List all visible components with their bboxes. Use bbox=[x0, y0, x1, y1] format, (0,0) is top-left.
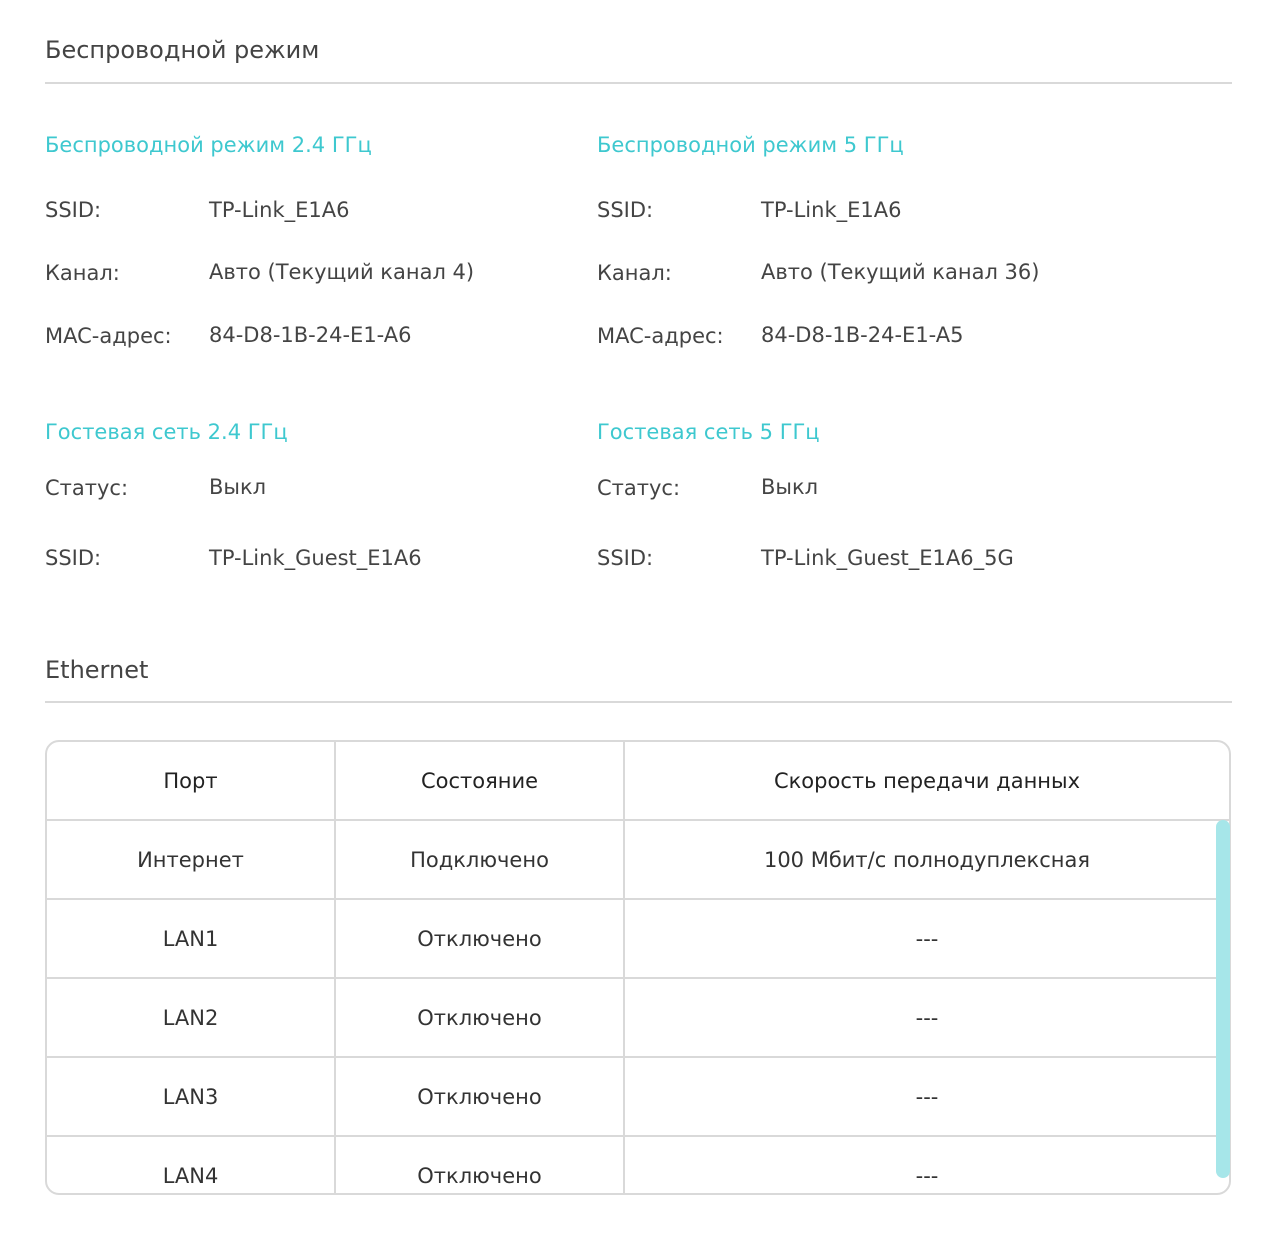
band24-title: Беспроводной режим 2.4 ГГц bbox=[45, 133, 372, 157]
band24-channel-value: Авто (Текущий канал 4) bbox=[209, 260, 475, 284]
row-speed: --- bbox=[624, 978, 1229, 1057]
guest5-ssid-label: SSID: bbox=[597, 546, 654, 570]
guest5-status-label: Статус: bbox=[597, 476, 681, 500]
guest24-title: Гостевая сеть 2.4 ГГц bbox=[45, 420, 288, 444]
band5-mac-value: 84-D8-1B-24-E1-A5 bbox=[761, 323, 964, 347]
row-port: LAN2 bbox=[47, 978, 335, 1057]
table-row bbox=[47, 1057, 1229, 1136]
wireless-section-title: Беспроводной режим bbox=[45, 36, 320, 64]
row-speed: --- bbox=[624, 899, 1229, 978]
row-port: LAN1 bbox=[47, 899, 335, 978]
band5-channel-label: Канал: bbox=[597, 261, 672, 285]
row-state: Отключено bbox=[335, 978, 624, 1057]
row-speed: 100 Мбит/с полнодуплексная bbox=[624, 820, 1229, 899]
table-row bbox=[47, 899, 1229, 978]
band24-mac-value: 84-D8-1B-24-E1-A6 bbox=[209, 323, 412, 347]
table-row bbox=[47, 820, 1229, 899]
table-scrollbar[interactable] bbox=[1216, 820, 1230, 1178]
band24-ssid-value: TP-Link_E1A6 bbox=[209, 198, 350, 222]
guest24-status-label: Статус: bbox=[45, 476, 129, 500]
guest5-ssid-value: TP-Link_Guest_E1A6_5G bbox=[761, 546, 1014, 570]
ethernet-divider bbox=[45, 701, 1232, 703]
band5-mac-label: MAC-адрес: bbox=[597, 324, 724, 348]
ethernet-table-header bbox=[47, 742, 1229, 820]
band5-ssid-value: TP-Link_E1A6 bbox=[761, 198, 902, 222]
band24-ssid-label: SSID: bbox=[45, 198, 102, 222]
header-state: Состояние bbox=[335, 742, 624, 820]
ethernet-table bbox=[47, 742, 1229, 1195]
row-port: LAN3 bbox=[47, 1057, 335, 1136]
guest24-status-value: Выкл bbox=[209, 475, 267, 499]
guest24-ssid-label: SSID: bbox=[45, 546, 102, 570]
row-speed: --- bbox=[624, 1057, 1229, 1136]
row-state: Подключено bbox=[335, 820, 624, 899]
header-speed: Скорость передачи данных bbox=[624, 742, 1229, 820]
ethernet-table-container bbox=[45, 740, 1231, 1195]
table-row bbox=[47, 1136, 1229, 1195]
ethernet-section-title: Ethernet bbox=[45, 656, 149, 684]
row-port: LAN4 bbox=[47, 1136, 335, 1195]
table-row bbox=[47, 978, 1229, 1057]
guest5-status-value: Выкл bbox=[761, 475, 819, 499]
band5-channel-value: Авто (Текущий канал 36) bbox=[761, 260, 1040, 284]
row-port: Интернет bbox=[47, 820, 335, 899]
guest24-ssid-value: TP-Link_Guest_E1A6 bbox=[209, 546, 422, 570]
header-port: Порт bbox=[47, 742, 335, 820]
row-speed: --- bbox=[624, 1136, 1229, 1195]
band24-channel-label: Канал: bbox=[45, 261, 120, 285]
row-state: Отключено bbox=[335, 1057, 624, 1136]
wireless-divider bbox=[45, 82, 1232, 84]
row-state: Отключено bbox=[335, 1136, 624, 1195]
band5-title: Беспроводной режим 5 ГГц bbox=[597, 133, 904, 157]
band5-ssid-label: SSID: bbox=[597, 198, 654, 222]
guest5-title: Гостевая сеть 5 ГГц bbox=[597, 420, 820, 444]
row-state: Отключено bbox=[335, 899, 624, 978]
band24-mac-label: MAC-адрес: bbox=[45, 324, 172, 348]
